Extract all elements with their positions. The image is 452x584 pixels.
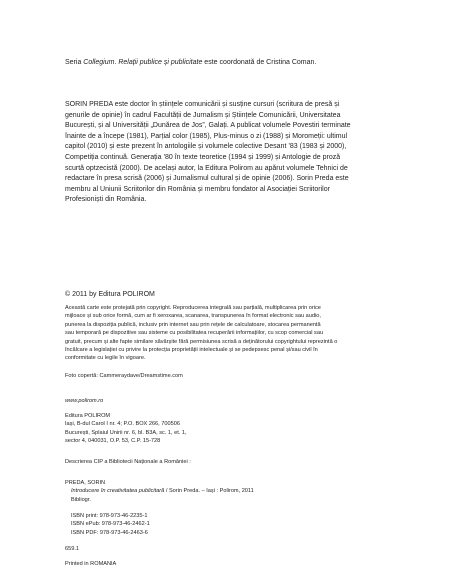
notice-line: Această carte este protejată prin copyright. Reproducerea integrală sau parțială, multiplicarea prin orice	[65, 305, 321, 311]
address-line: sector 4, 040031, O.P. 53, C.P. 15-728	[65, 438, 161, 445]
author-bio	[65, 100, 387, 206]
bio-line: membru al Uniunii Scriitorilor din România și membru fondator al Asociației Scriitorilor	[65, 185, 330, 193]
isbn-list	[65, 512, 387, 537]
publisher-name: Editura POLIROM	[65, 413, 111, 419]
bio-line: genurile de opinie) în cadrul Facultății de Jurnalism și Științele Comunicării, Universitatea	[65, 111, 341, 119]
cip-imprint: / Sorin Preda. – Iași : Polirom, 2011	[164, 488, 254, 495]
bio-line: capitol (2010) și este prezent în antologiile și volumele colective Desant ’83 (1983 și 2000),	[65, 143, 347, 151]
notice-line: punerea la dispoziția publică, inclusiv prin internet sau prin rețele de calculatoare, stocarea permanentă	[65, 321, 321, 328]
notice-line: încălcare a legislației cu privire la protecția proprietății intelectuale și se pedepsesc penal și/sau civil în	[65, 347, 318, 354]
cip-heading: Descrierea CIP a Bibliotecii Naționale a României :	[65, 459, 191, 465]
printed-in: Printed in ROMANIA	[65, 561, 117, 567]
cip-bibliog: Bibliogr.	[71, 496, 91, 503]
publisher-address-block	[65, 412, 387, 446]
notice-line: mijloace și sub orice formă, cum ar fi xeroxarea, scanarea, transpunerea în format electronic sau audio,	[65, 313, 321, 320]
bio-line: redactare în presa scrisă (2006) și Jurnalismul cultural și de opinie (2006). Sorin Preda este	[65, 175, 349, 183]
address-line: București, Splaiul Unirii nr. 6, bl. B3A, sc. 1, et. 1,	[65, 429, 187, 436]
copyright-line: © 2011 by Editura POLIROM	[65, 291, 155, 298]
series-separator: .	[114, 59, 119, 66]
cover-photo-credit: Foto copertă: Cammeraydave/Dreamstime.com	[65, 373, 183, 379]
isbn-print: ISBN print: 978-973-46-2235-1	[71, 513, 148, 519]
copyright-notice	[65, 304, 387, 363]
series-prefix: Seria	[65, 59, 84, 66]
cip-author: PREDA, SORIN	[65, 480, 106, 486]
address-line: Iași, B-dul Carol I nr. 4; P.O. BOX 266, 700506	[65, 421, 180, 428]
isbn-epub: ISBN ePub: 978-973-46-2462-1	[71, 521, 150, 528]
sub-series-name: Relații publice și publicitate	[118, 59, 203, 66]
series-coordinator: este coordonată de Cristina Coman.	[202, 59, 317, 66]
cip-title: Introducere în creativitatea publicitară	[71, 488, 165, 495]
series-note	[65, 58, 387, 69]
notice-line: sau temporară pe dispozitive sau sisteme cu posibilitatea recuperării informațiilor, cu scop comercial sau	[65, 330, 324, 337]
series-name: Collegium	[83, 59, 115, 66]
bio-line: Competiția continuă. Generația ’80 în texte teoretice (1994 și 1999) și Antologie de proză	[65, 153, 341, 161]
bio-line: înainte de a începe (1981), Parțial color (1985), Plus-minus o zi (1988) și Moromeții: ultimul	[65, 132, 348, 140]
cip-classification: 659.1	[65, 546, 79, 552]
bio-line: scurtă optzecistă (2000). De același autor, la Editura Polirom au apărut volumele Tehnici de	[65, 164, 348, 172]
bio-line: SORIN PREDA este doctor în științele comunicării și susține cursuri (scriitura de presă și	[65, 101, 340, 108]
cip-title-line	[65, 487, 387, 495]
isbn-pdf: ISBN PDF: 978-973-46-2463-6	[71, 529, 148, 536]
bio-line: București, și al Universității „Dunărea de Jos”, Galați. A publicat volumele Povestiri terminate	[65, 122, 351, 130]
publisher-website: www.polirom.ro	[65, 398, 104, 404]
bio-line: Profesioniști din România.	[65, 196, 147, 204]
notice-line: conformitate cu legile în vigoare.	[65, 355, 146, 362]
notice-line: gratuit, precum și alte fapte similare săvârșite fără permisiunea scrisă a deținătorului copyrightului reprezintă o	[65, 338, 338, 345]
cip-record	[65, 479, 387, 504]
